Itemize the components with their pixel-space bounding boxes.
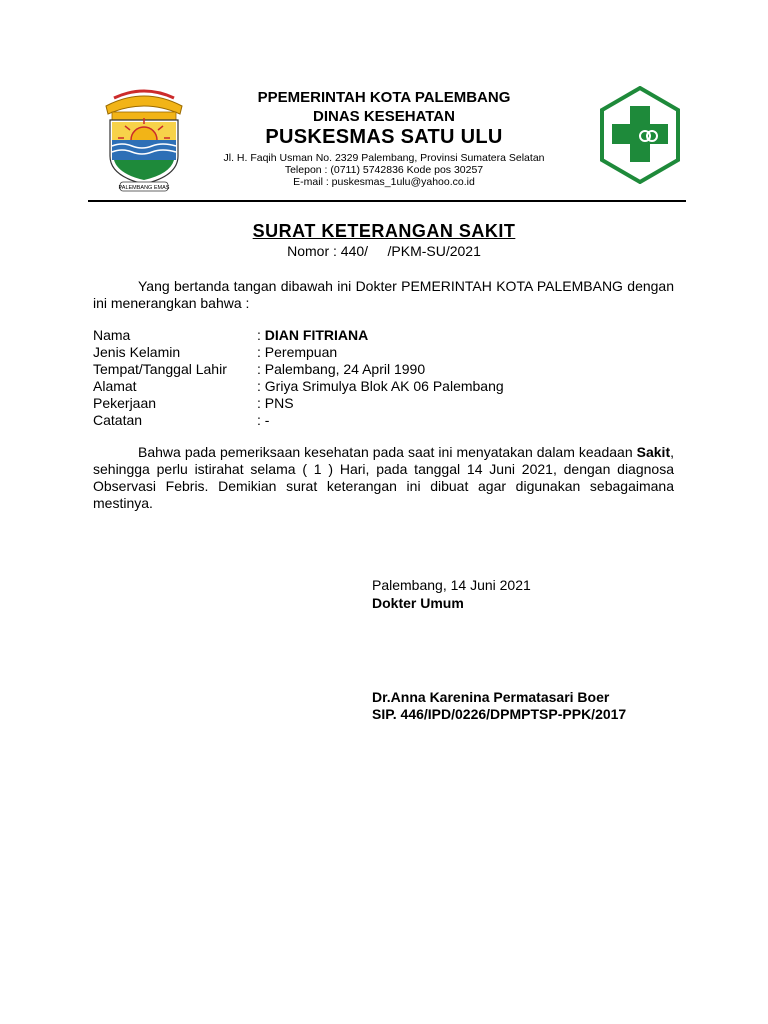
field-separator: :: [257, 412, 265, 428]
address-line: Jl. H. Faqih Usman No. 2329 Palembang, Provinsi Sumatera Selatan: [223, 152, 545, 164]
field-separator: :: [257, 344, 265, 360]
doctor-license: SIP. 446/IPD/0226/DPMPTSP-PPK/2017: [372, 706, 627, 722]
doctor-name: Dr.Anna Karenina Permatasari Boer: [372, 689, 610, 705]
condition-value: Sakit: [636, 444, 671, 460]
document-title: SURAT KETERANGAN SAKIT: [252, 221, 516, 241]
field-value: PNS: [264, 395, 294, 411]
field-label: Jenis Kelamin: [93, 344, 181, 360]
field-value: Perempuan: [264, 344, 338, 360]
phone-line: Telepon : (0711) 5742836 Kode pos 30257: [284, 164, 484, 176]
field-separator: :: [257, 327, 265, 343]
field-row: [93, 395, 294, 412]
statement-paragraph: Bahwa pada pemeriksaan kesehatan pada saat ini menyatakan dalam keadaan Sakit, sehingga perlu istirahat selama ( 1 ) Hari, pada tanggal 14 Juni 2021, dengan diagnosa Observasi Febris. Demikian surat keterangan ini dibuat agar digunakan sebagaimana mestinya.: [93, 444, 674, 511]
palembang-emblem-icon: [100, 84, 188, 196]
field-label: Pekerjaan: [93, 395, 157, 411]
field-value: DIAN FITRIANA: [264, 327, 369, 343]
signature-role: Dokter Umum: [372, 595, 464, 611]
intro-paragraph: Yang bertanda tangan dibawah ini Dokter PEMERINTAH KOTA PALEMBANG dengan ini menerangkan bahwa :: [93, 278, 674, 311]
field-value: -: [264, 412, 270, 428]
field-row: [93, 327, 368, 344]
signature-place-date: Palembang, 14 Juni 2021: [372, 577, 531, 593]
field-row: [93, 378, 504, 395]
document-number: Nomor : 440/ /PKM-SU/2021: [287, 243, 481, 259]
field-label: Catatan: [93, 412, 143, 428]
header-divider: [88, 200, 686, 202]
agency-name-heading: DINAS KESEHATAN: [313, 108, 455, 125]
field-value: Griya Srimulya Blok AK 06 Palembang: [264, 378, 504, 394]
field-row: [93, 361, 425, 378]
field-label: Nama: [93, 327, 131, 343]
field-value: Palembang, 24 April 1990: [264, 361, 426, 377]
svg-text:PALEMBANG EMAS: PALEMBANG EMAS: [118, 185, 170, 191]
puskesmas-cross-icon: [598, 86, 682, 184]
field-label: Tempat/Tanggal Lahir: [93, 361, 227, 377]
field-separator: :: [257, 378, 265, 394]
field-row: [93, 412, 269, 429]
field-separator: :: [257, 395, 265, 411]
email-line: E-mail : puskesmas_1ulu@yahoo.co.id: [293, 176, 475, 188]
clinic-name-heading: PUSKESMAS SATU ULU: [265, 126, 503, 148]
field-separator: :: [257, 361, 265, 377]
field-row: [93, 344, 337, 361]
gov-name-heading: PPEMERINTAH KOTA PALEMBANG: [257, 89, 511, 106]
field-label: Alamat: [93, 378, 137, 394]
